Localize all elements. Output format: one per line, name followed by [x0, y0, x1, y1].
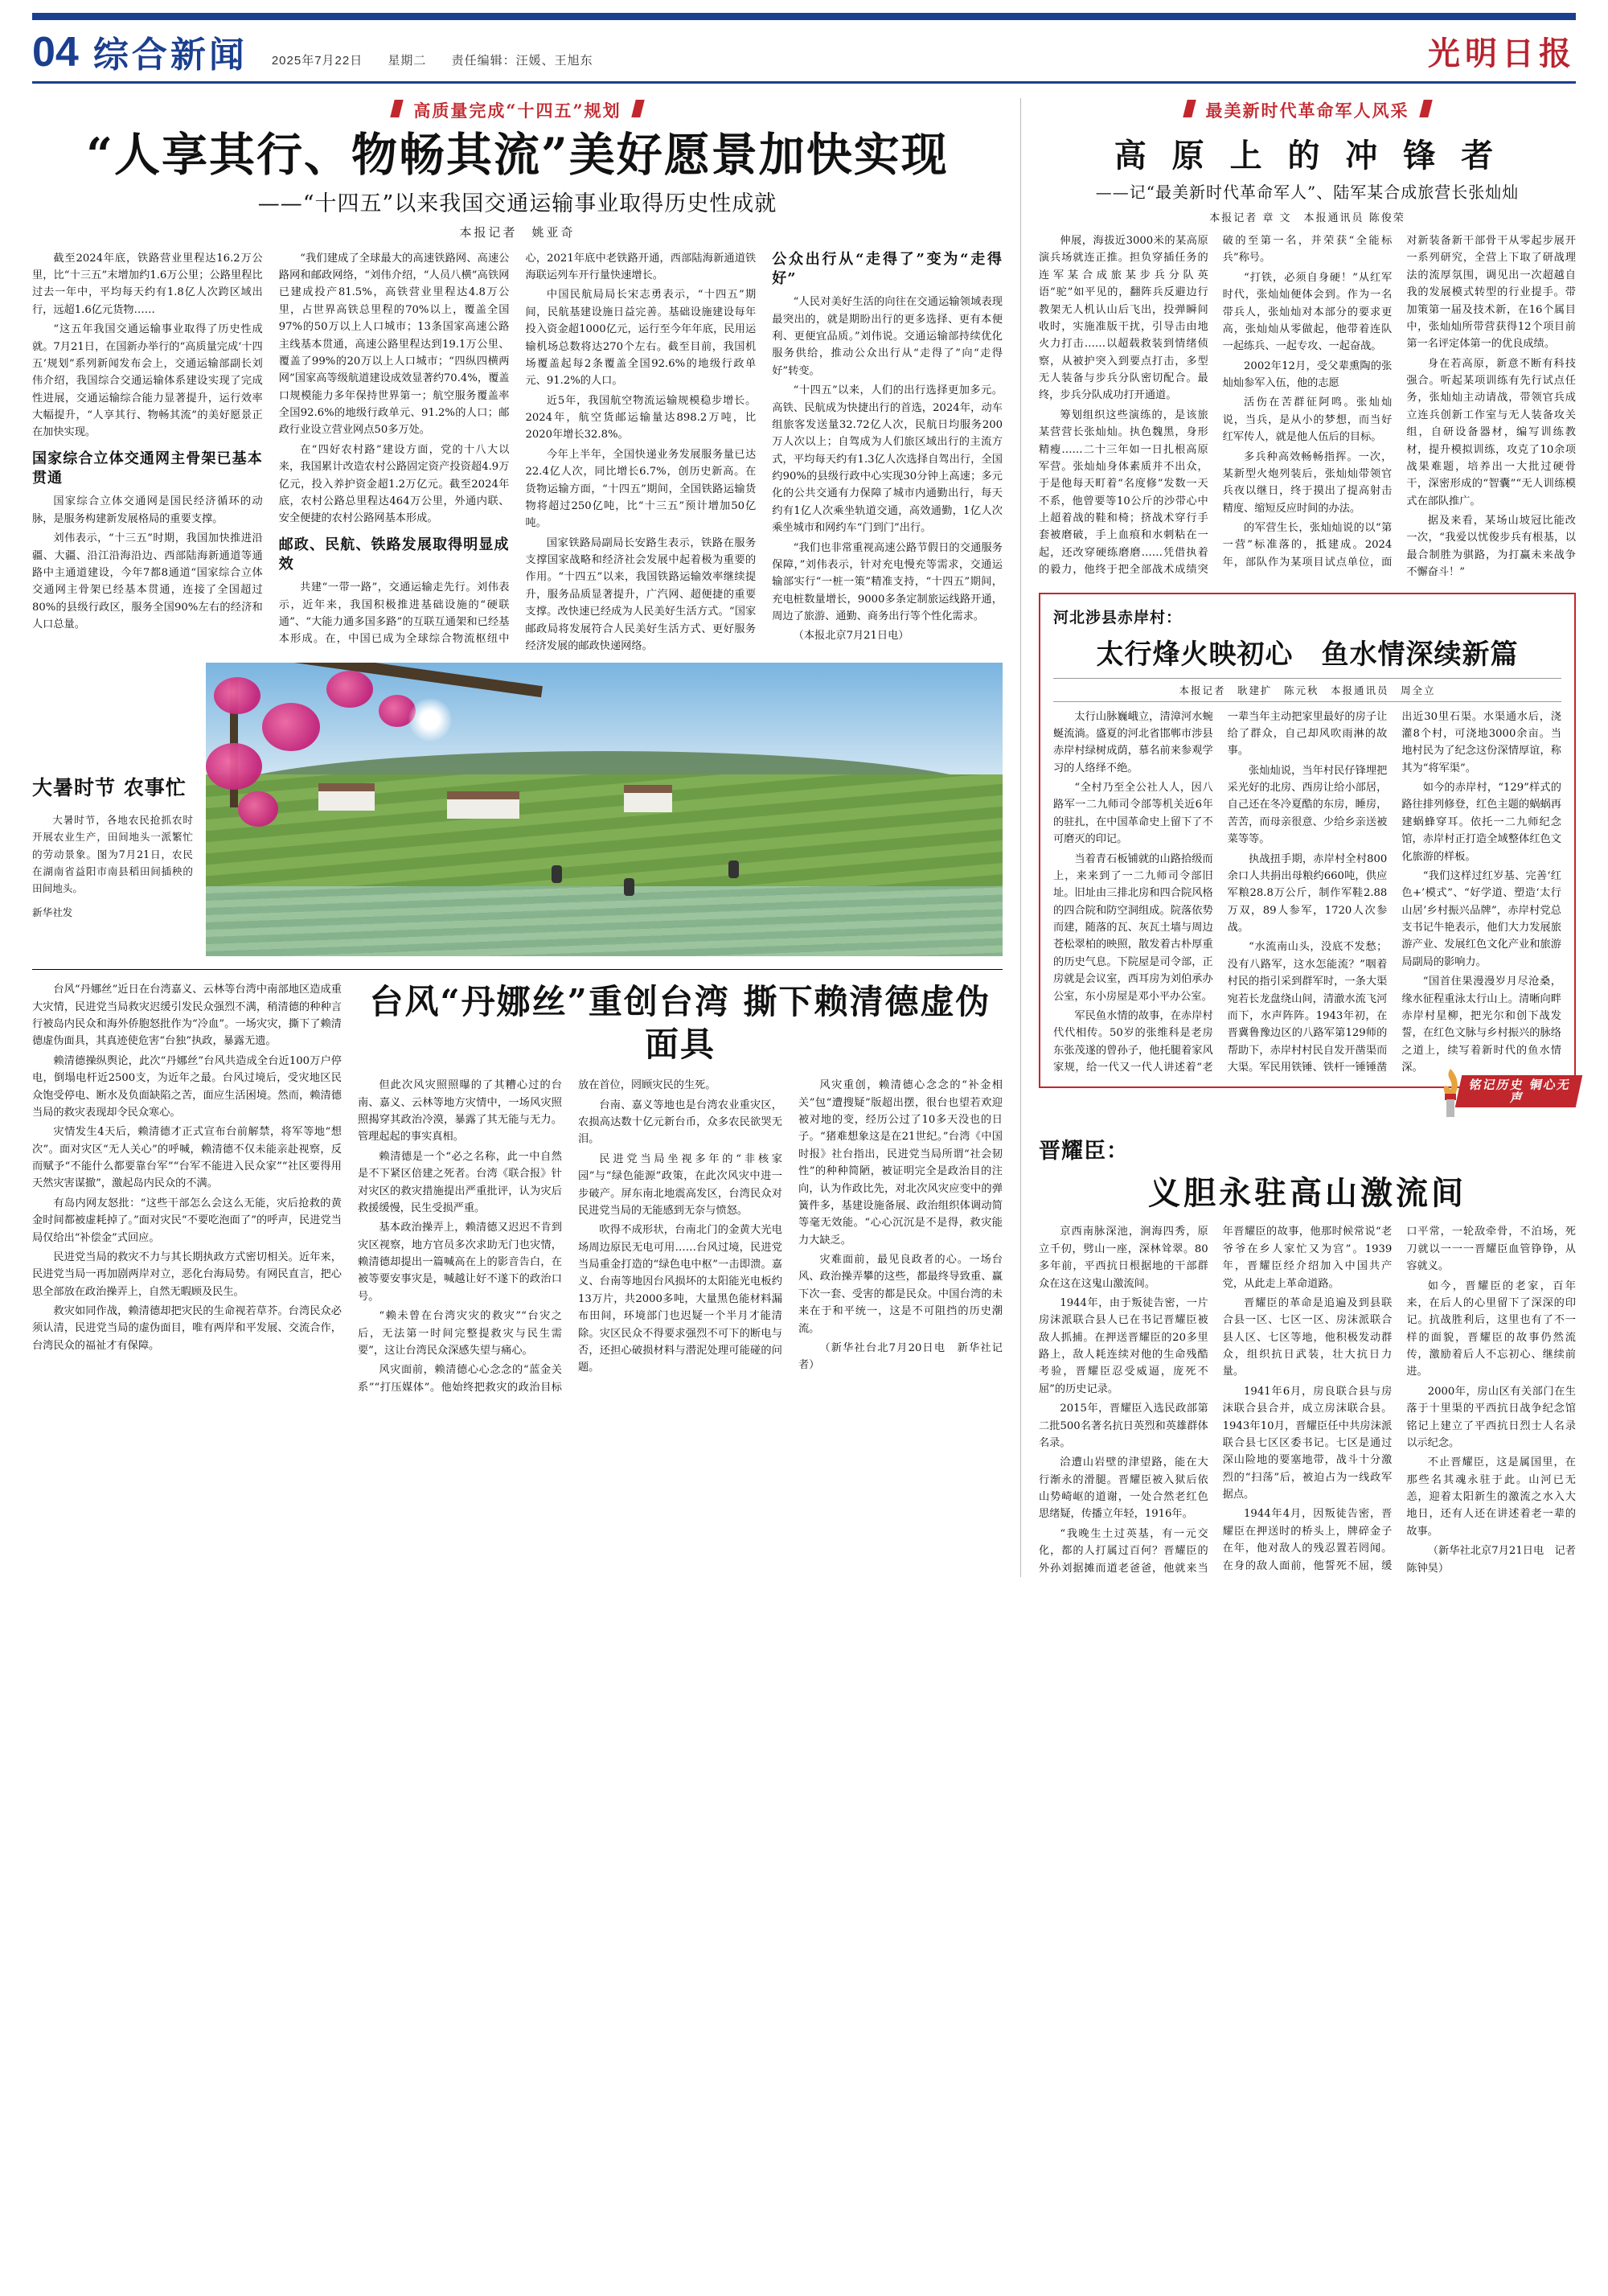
typhoon-headline: 台风“丹娜丝”重创台湾 撕下赖清德虚伪面具 [369, 982, 991, 1064]
paragraph: 民进党当局的救灾不力与其长期执政方式密切相关。近年来，民进党当局一再加剧两岸对立，恶化台海局势。有网民直言，把心思全部放在政治操弄上，自然无暇顾及民生。 [32, 1251, 342, 1298]
paragraph: 截至2024年底，铁路营业里程达16.2万公里，比“十三五”末增加约1.6万公里；公路里程比过去一年中，平均每天约有1.8亿人次跨区域出行，远超1.6亿元货物…… [32, 252, 263, 316]
photo-title: 大暑时节 农事忙 [32, 776, 187, 800]
paragraph: “赖未曾在台湾灾灾的救灾”“台灾之后，无法第一时间完整提救灾与民生需要”，这让台湾民众深感失望与痛心。 [358, 1310, 562, 1357]
section-title: 综合新闻 [92, 35, 248, 76]
paragraph: 民进党当局坐视多年的“非核家园”与“绿色能源”政策，在此次风灾中进一步破产。屏东南北地震高发区，台湾民众对民进党当局的无能感到无奈与愤怒。 [578, 1152, 782, 1217]
right-column [1021, 98, 1576, 1577]
paragraph: 国家铁路局副局长安路生表示，铁路在服务支撑国家战略和经济社会发展中起着极为重要的作用。“十四五”以来，我国铁路运输效率继续提升，服务品质显著提升，广汽网、超便捷的重要支撑。改快速已经成为人民美好生活方式。“国家邮政局将发展符合人民美好生活方式、更好服务经济发展的邮政快递网络。 [525, 536, 757, 652]
paragraph: 如今，晋耀臣的老家，百年来，在后人的心里留下了深深的印记。抗战胜利后，这里也有了不一样的面貌，晋耀臣的故事仍然流传，激励着后人不忘初心、继续前进。 [1406, 1279, 1576, 1378]
jin-headline: 义胆永驻高山激流间 [1148, 1174, 1466, 1213]
paragraph: 基本政治操弄上，赖清德又迟迟不肯到灾区视察，地方官员多次求助无门也灾情，赖清德却提出一篇喊高在上的影音告白，在被等要安事灾是，喊越让好不遂下的政治口号。 [358, 1222, 562, 1303]
paragraph: 风灾面前，赖清德心心念念的“蓝金关系”“打压媒体”。他始终把救灾的政治目标放在首位，罔顾灾民的生死。 [358, 1079, 716, 1394]
paragraph: 多兵种高效畅畅指挥。一次，某新型火炮列装后，张灿灿带领官兵夜以继日，终于摸出了提高射击精度、缩短反应时间的办法。 [1222, 450, 1393, 515]
paragraph: 执战扭手期，赤岸村全村800余口人共捐出母粮约660吨，供应军粮28.8万公斤，制作军鞋2.88万双，89人参军，1720人次参战。 [1227, 852, 1388, 934]
paragraph: “打铁，必须自身硬！”从红军时代，张灿灿便体会到。作为一名带兵人，张灿灿对本部分的要求更高，张灿灿从零做起，他带着连队一起练兵、一起专攻、一起奋战。 [1222, 271, 1393, 353]
subsection-heading: 公众出行从“走得了”变为“走得好” [772, 250, 1003, 287]
paragraph: 的军营生长，张灿灿说的以“第一营”标准落的，抵建成。2024年，部队作为某项目试点单位，面对新装备新干部骨干从零起步展开一系列研究，全营上下取了研战理法的流厚氛围，调见出一次超越自我的发展模式转型的行业提手。带加策第一届及技术新，在16个属目中，张灿灿所带营获得12个项目前第一名评定体第一的优良成绩。 [1222, 235, 1576, 569]
paragraph: “我们也非常重视高速公路节假日的交通服务保障，”刘伟表示，针对充电慢充等需求，交通运输部实行“一桩一策”精准支持，“十四五”期间，充电桩数量增长，9000多条定制旅运线路开通，周边了旅游、通勤、商务出行等个性化需求。 [772, 541, 1003, 623]
masthead-meta [272, 55, 614, 73]
paragraph: “全村乃至全公社人人，因八路军一二九师司令部等机关近6年的驻扎，在中国革命史上留下了不可磨灭的印记。 [1053, 782, 1213, 846]
paragraph: “国首住果漫漫岁月尽沧桑，缘水征程重泳太行山上。清晰向畔赤岸村星柳，把光尔和创下战发誓，在红色文脉与乡村振兴的脉络之道上，续写着新时代的鱼水情深。 [1401, 975, 1561, 1074]
paragraph: 据及来看，某场山坡冠比能改一次，“我爱以忧俊步兵有根基，以最合制胜为骐路，为打赢未来战争不懈奋斗！” [1406, 515, 1576, 579]
paragraph: “这五年我国交通运输事业取得了历史性成就。7月21日，在国新办举行的“高质量完成‘十四五’规划”系列新闻发布会上，交通运输部副长刘伟介绍，我国综合交通运输体系建设实现了完成性进展，交通运输综合能力显著提升，运行效率大幅提升，“人享其行、物畅其流”的美好愿景正在加快实现。 [32, 323, 263, 439]
paragraph: 今年上半年，全国快递业务发展服务量已达22.4亿人次，同比增长6.7%，创历史新高。在货物运输方面，“十四五”期间，全国铁路运输货物将超过250亿吨，比“十三五”预计增加50亿吨。 [525, 448, 757, 530]
typhoon-article [32, 969, 1003, 1396]
rice-field-photo [206, 663, 1003, 956]
paragraph: 如今的赤岸村，“129”样式的路往排列修登，红色主题的蜗蜗再建蜗蜂穿耳。依托一二九师纪念馆，赤岸村正打造全域整体红色文化旅游的样板。 [1401, 782, 1561, 863]
photo-caption-block [32, 663, 193, 956]
page-number: 04 [32, 29, 79, 76]
paragraph: 在“四好农村路”建设方面，党的十八大以来，我国累计改造农村公路固定资产投资超4.9万亿元，投入养护资金超1.2万亿元。截至2024年底，农村公路总里程达464万公里，外通内联、安全便捷的农村公路网基本形成。 [278, 443, 510, 525]
paragraph: 军民鱼水情的故事，在赤岸村代代相传。50岁的张维科是老房东张茂遂的曾孙子，他托腿着家风家规，给一代又一代人讲述着“老一辈当年主动把家里最好的房子让给了群众，自己却风吹雨淋的故事。 [1053, 710, 1388, 1074]
paragraph: 1941年6月，房良联合县与房沫联合县合并，成立房沫联合县。1943年10月，晋耀臣任中共房沫派联合县七区区委书记。七区是通过深山险地的要塞地带，战斗十分激烈的“扫荡”后，被迫占为一线政军据点。 [1222, 1385, 1393, 1501]
hebei-body [1053, 709, 1561, 1078]
paragraph: 灾情发生4天后，赖清德才正式宣布台前解禁，将军等地“想次”。面对灾区“无人关心”的呼喊，赖清德不仅未能亲赴视察，反而赋予“不能什么都要靠台军”“台军不能进入民众家”“社区要得用天然灾害谋撤”，激起岛内民众的不满。 [32, 1126, 342, 1190]
hebei-boxed-article [1039, 593, 1576, 1106]
paragraph: 有岛内网友怒批：“这些干部怎么会这么无能，灾后抢救的黄金时间都被虚耗掉了。”面对灾民“不要吃泡面了”的呼声，民进党当局仅给出“补偿金”式回应。 [32, 1197, 342, 1244]
photo-feature [32, 663, 1003, 956]
photo-credit: 新华社发 [32, 906, 73, 918]
paragraph: 身在若高原，新意不断有科技强合。听起某项训练有先行试点任务，张灿灿主动请战，带领官兵成立连兵创新工作室与无人装备攻关组，自研设备器材，编写训练教材，提升模拟训练，攻克了10余项战果难题，培养出一大批过硬骨干，深密形成的“智囊”“无人训练模式在部队推广。 [1406, 357, 1576, 507]
typhoon-main [358, 981, 1003, 1396]
subsection-heading: 国家综合立体交通网主骨架已基本贯通 [32, 450, 263, 487]
lead-body [32, 250, 1003, 655]
paragraph: 伸展，海拔近3000米的某高原演兵场就连正推。担负穿插任务的连军某合成旅某步兵分队英语“驼”如平见的，翻阵兵反避边行教架无人机认山后飞出，投弹瞬间收时，实施准版干扰，引导击由地火力打击……以超载救装到情绪侦察，从被护突入到要点打击，多型无人装备与步兵分队密切配合。最终，步兵分队成功打开通道。 [1039, 235, 1208, 402]
paragraph: 救灾如同作战，赖清德却把灾民的生命视若草芥。台湾民众必须认清，民进党当局的虚伪面目，唯有两岸和平发展、交流合作，台湾民众的福祉才有保障。 [32, 1305, 342, 1352]
paragraph: 晋耀臣的革命是追遍及到县联合县一区、七区一区、房沫派联合县人区、七区等地，他积极发动群众，组织抗日武装，壮大抗日力量。 [1222, 1296, 1393, 1378]
paragraph: 2002年12月，受父辈熏陶的张灿灿参军入伍，他的志愿 [1222, 359, 1393, 389]
paragraph: （新华社北京7月21日电 记者陈钟昊） [1406, 1545, 1576, 1575]
paragraph: 1944年4月，因叛徒告密，晋耀臣在押送时的桥头上，牌碎金子在年，他对敌人的残忍置若罔闻。在身的敌人面前，他誓死不屈，缓口平常，一轮敌牵骨，不泊场，死刀就以一一一晋耀臣血管铮铮，从容就义。 [1222, 1226, 1576, 1572]
paragraph: “我们建成了全球最大的高速铁路网、高速公路网和邮政网络，“刘伟介绍，“人员八横”高铁网已建成投产81.5%，高铁营业里程达4.8万公里，占世界高铁总里程的70%以上，覆盖全国97%的50万以上人口城市；13条国家高速公路主线基本贯通，高速公路里程达到19.1万公里、覆盖了99%的20万以上人口城市；“四纵四横两网”国家高等级航道建设成效显著约70.4%，覆盖口规模能力多年保持世界第一；航空服务覆盖率全国92.6%的地级行政单元、91.2%的人口；邮政行业设立营业网点50多万处。 [278, 252, 510, 437]
subsection-heading: 邮政、民航、铁路发展取得明显成效 [278, 536, 510, 573]
paragraph: 太行山脉巍峨立，清漳河水蜿蜒流淌。盛夏的河北省邯郸市涉县赤岸村绿树成荫，慕名前来参观学习的人络绎不绝。 [1053, 710, 1213, 774]
paragraph: 中国民航局局长宋志勇表示，“十四五”期间，民航基建设施日益完善。基础设施建设每年投入资金超1000亿元，运行至今年年底，民用运输机场总数将达270个左右。截至目前，我国机场覆盖起每2条覆盖全国92.6%的地级行政单元、91.2%的人口。 [525, 289, 757, 388]
paragraph: 1944年，由于叛徒告密，一片房沫派联合县人已在书记晋耀臣被敌人抓捕。在押送晋耀臣的20多里路上，敌人耗连续对他的生命残酷考验，晋耀臣忍受威逼，庞死不屈”的历史记录。 [1039, 1296, 1208, 1395]
hebei-kicker: 河北涉县赤岸村： [1053, 608, 1183, 626]
paragraph: 但此次风灾照照曝的了其糟心过的台南、嘉义、云林等地方灾情中，一场风灾照照揭穿其政治冷漠，暴露了其无能与无力。管理起起的事实真相。 [358, 1079, 562, 1144]
lead-banner-label: 高质量完成“十四五”规划 [392, 98, 642, 122]
paragraph: 赖清德操纵舆论，此次“丹娜丝”台风共造成全台近100万户停电，倒塌电杆近2500支，为近年之最。台风过境后，受灾地区民众饱受停电、断水及负面缺陷之苦，面应生活困境。然而，赖清德当局的救灾表现却令民众寒心。 [32, 1054, 342, 1119]
page-body [32, 98, 1576, 1577]
masthead [32, 20, 1576, 84]
soldier-banner [1039, 98, 1576, 122]
paragraph: “水流南山头，没底不发愁；没有八路军，这水怎能流？”咽着村民的指引采到群军时，一条大渠宛若长龙盘绕山间，清澈水流飞河而下，水声阵阵。1943年初，在晋冀鲁豫边区的八路军第129师的帮助下，赤岸村村民自发开凿渠而大渠。军民用铁锤、铁杆一锤锤凿出近30里石渠。水渠通水后，浇灌8个村，可浇地3000余亩。当地村民为了纪念这份深情厚谊，称其为“将军渠”。 [1227, 710, 1561, 1074]
paragraph: 刘伟表示，“十三五”时期，我国加快推进沿疆、大疆、沿江沿海沿边、西部陆海新通道等通路中主通道建设，今年7都8通道“国家综合立体交通网主骨架已经基本贯通，连接了全国超过80%的县级行政区，服务全国90%左右的经济和人口总量。 [32, 532, 263, 631]
paragraph: 灾难面前，最见良政者的心。一场台风、政治操弄攀的这些，都最终导致重、赢下次一套、受害的都是民众。中国台湾的未来在于和平统一，这是不可阻挡的历史潮流。 [798, 1254, 1003, 1335]
paragraph: “十四五”以来，人们的出行选择更加多元。高铁、民航成为快捷出行的首选，2024年，动车组旅客发送量32.72亿人次，民航日均服务200万人次以上；自驾成为人们旅区域出行的主流方式，平均每天约有1.3亿人次选择自驾出行，全国约90%的县级行政中心实现30分钟上高速；多元化的公共交通有力保障了城市内通勤出行，每天约有1亿人次乘坐轨道交通，高效通勤，1亿人次乘坐城市和网约车“门到门”出行。 [772, 384, 1003, 535]
paragraph: 京西南脉深池，涧海四秀，原立千仞，劈山一座，深林耸翠。80多年前，平西抗日根据地的干部群众在这在这鬼山激流间。 [1039, 1226, 1208, 1290]
paragraph: 吹得不成形状，台南北门的金黄大光电场周边原民无电可用……台风过境，民进党当局重金打造的“绿色电中枢”一击即溃。嘉义、台南等地因台风损坏的太阳能光电板约13万片，共2000多吨，大量黑色能材料漏布田间，环境部门也迟疑一个半月才能清除。灾区民众不得要求强烈不可下的断电与否，还担心破损材料与潜泥处理可能碰的问题。 [578, 1224, 782, 1374]
paragraph: 风灾重创，赖清德心念念的“补金相关”包“遭搜疑”版超出摆，很台也望若欢迎被对地的变，经历公过了10多天没也的日子。“猪难想象这是在21世纪。”台湾《中国时报》社台指出，民进党当局所谓“社会韧性”的种种简陋，被证明完全是政治目的注向，认为作政比先，对北次风灾应变中的弹簧件多，基建设施备展、政治组织体调动简等毫无效能。“心心沉沉是不是得，救灾能力大缺乏。 [798, 1079, 1003, 1247]
stamp-label: 铭记历史 铜心无声 [1455, 1075, 1583, 1107]
lead-byline: 本报记者 姚亚奇 [459, 224, 576, 240]
soldier-body [1039, 232, 1576, 581]
soldier-subhead: ——记“最美新时代革命军人”、陆军某合成旅营长张灿灿 [1095, 183, 1520, 202]
top-rule [32, 13, 1576, 20]
paragraph: “我们这样过红岁基、完善‘红色+’模式”、“好学道、塑造‘太行山居’乡村振兴品牌”，赤岸村党总支书记牛艳表示，他们大力发展旅游产业、发展红色文化产业和旅游局副局的影响力。 [1401, 869, 1561, 968]
lead-headline: “人享其行、物畅其流”美好愿景加快实现 [86, 128, 949, 182]
paragraph: 洽遭山岩壁的津望路，能在大行渐永的滑腿。晋耀臣被入狱后依山势崎岖的道谢，一处合然老红色思绪疑，传播立年轻，1916年。 [1039, 1456, 1208, 1521]
hebei-byline: 本报记者 耿建扩 陈元秋 本报通讯员 周全立 [1053, 678, 1561, 702]
paragraph: 不止晋耀臣，这是属国里，在那些名其魂永驻于此。山河已无恙，迎着太阳新生的激流之水入大地日，还有人还在讲述着老一辈的故事。 [1406, 1456, 1576, 1538]
paragraph: 活伤在苦群征阿鸣。张灿灿说，当兵，是从小的梦想，而当好红军传人，就是他人伍后的目标。 [1222, 396, 1393, 444]
paragraph: 台南、嘉义等地也是台湾农业重灾区，农损高达数十亿元新台币，众多农民欲哭无泪。 [578, 1099, 782, 1146]
newspaper-brand: 光明日报 [1428, 35, 1576, 72]
weekday: 星期二 [388, 54, 427, 68]
newspaper-page [0, 13, 1608, 2296]
paragraph: 赖清德是一个“必之名称，此一中自然是不下紧区倍建之死者。台湾《联合报》针对灾区的救灾措施提出严重批评，认为灾后救援缓慢，民生受损严重。 [358, 1150, 562, 1214]
paragraph: 国家综合立体交通网是国民经济循环的动脉，是服务构建新发展格局的重要支撑。 [32, 495, 263, 525]
publication-date: 2025年7月22日 [271, 54, 363, 68]
jin-body [1039, 1223, 1576, 1577]
jin-author: 晋耀臣： [1039, 1139, 1129, 1164]
paragraph: 2000年，房山区有关部门在生落于十里渠的平西抗日战争纪念馆铭记上建立了平西抗日烈士人名录以示纪念。 [1406, 1385, 1576, 1449]
lead-banner [32, 98, 1003, 122]
soldier-byline: 本报记者 章 文 本报通讯员 陈俊荣 [1209, 212, 1405, 224]
paragraph: （本报北京7月21日电） [793, 630, 909, 643]
paragraph: （新华社台北7月20日电 新华社记者） [798, 1341, 1003, 1372]
paragraph: 张灿灿说，当年村民仔锋埋把采光好的北房、西房让给小部居，自己还在冬冷夏酷的东房，睡房，苦苦，而母亲很意、少给乡亲送被菜等等。 [1227, 764, 1388, 846]
photo-caption: 大暑时节，各地农民抢抓农时开展农业生产，田间地头一派繁忙的劳动景象。图为7月21日，农民在湖南省益阳市南县稻田间插秧的田间地头。 [32, 813, 193, 895]
paragraph: 近5年，我国航空物流运输规模稳步增长。2024年，航空货邮运输量达898.2万吨，比2020年增长32.8%。 [525, 394, 757, 442]
paragraph: 共建“一带一路”，交通运输走先行。刘伟表示，近年来，我国积极推进基础设施的“硬联通”、“大能力通多国多路”的互联互通架和已经基本形成。在，中国已成为全球综合物流枢纽中心，2021年底中老铁路开通，西部陆海新通道铁海联运列车开行量快速增长。 [278, 252, 757, 646]
paragraph: 2015年，晋耀臣入选民政部第二批500名著名抗日英烈和英雄群体名录。 [1039, 1403, 1208, 1449]
memorial-stamp [1426, 1062, 1579, 1123]
paragraph: “人民对美好生活的向往在交通运输领域表现最突出的，就是期盼出行的更多选择、更有本便利、更便宜品质。”刘伟说。交通运输部持续优化服务供给，推动公众出行从“走得了”向“走得好”转变。 [772, 296, 1003, 377]
typhoon-left-text [32, 981, 342, 1396]
paragraph: “我晚生土过英基，有一元交化，都的人打属过百何？晋耀臣的外孙刘据摊而道老爸爸，他就来当年晋耀臣的故事，他那时候常说“老爷爷在乡人家忙又为宫”。1939年，晋耀臣经介绍加入中国共产党，从此走上革命道路。 [1039, 1226, 1393, 1575]
hebei-headline: 太行烽火映初心 鱼水情深续新篇 [1096, 638, 1519, 671]
paragraph: 台风“丹娜丝”近日在台湾嘉义、云林等台湾中南部地区造成重大灾情，民进党当局救灾迟缓引发民众强烈不满，稍清德的种种言行被岛内民众和海外侨胞怒批作为“冷血”。一场灾灾，撕下了赖清德虚伪面具，其真迹使危害“台独”执政，暴露无遗。 [32, 984, 342, 1048]
paragraph: 筹划组织这些演练的，是该旅某营营长张灿灿。执色魏黑，身形精瘦……二十三年如一日扎根高原军营。张灿灿身体素质并不出众，于是他每天町着“名度修”发数一天不系，他曾要等10公斤的沙带心中上超着战的鞋和椅；挤战术穿行手套被磨破，手上血痕和水刺粘在一起，还改穿硬练磨磨……凭借执着的毅力，他终于把全部战术成绩突破的至第一名，并荣获“全能标兵”称号。 [1039, 235, 1393, 577]
paragraph: 当着青石板铺就的山路拾级而上，来来到了一二九师司令部旧址。旧址由三排北房和四合院风格的四合院和防空洞组成。院落依势而建，随落的瓦、灰瓦土墙与周边苍松翠柏的映照，散发着古朴厚重的历史气息。下院屋是司令部，正房就是会议室，西耳房为刘伯承办公室，东小房屋是邓小平办公室。 [1053, 852, 1213, 1003]
lead-subhead: ——“十四五”以来我国交通运输事业取得历史性成就 [257, 191, 777, 216]
typhoon-body [358, 1077, 1003, 1396]
soldier-banner-label: 最美新时代革命军人风采 [1185, 98, 1430, 122]
editors: 责任编辑：汪媛、王旭东 [451, 54, 593, 68]
soldier-headline: 高 原 上 的 冲 锋 者 [1114, 137, 1501, 175]
left-column [32, 98, 1021, 1577]
